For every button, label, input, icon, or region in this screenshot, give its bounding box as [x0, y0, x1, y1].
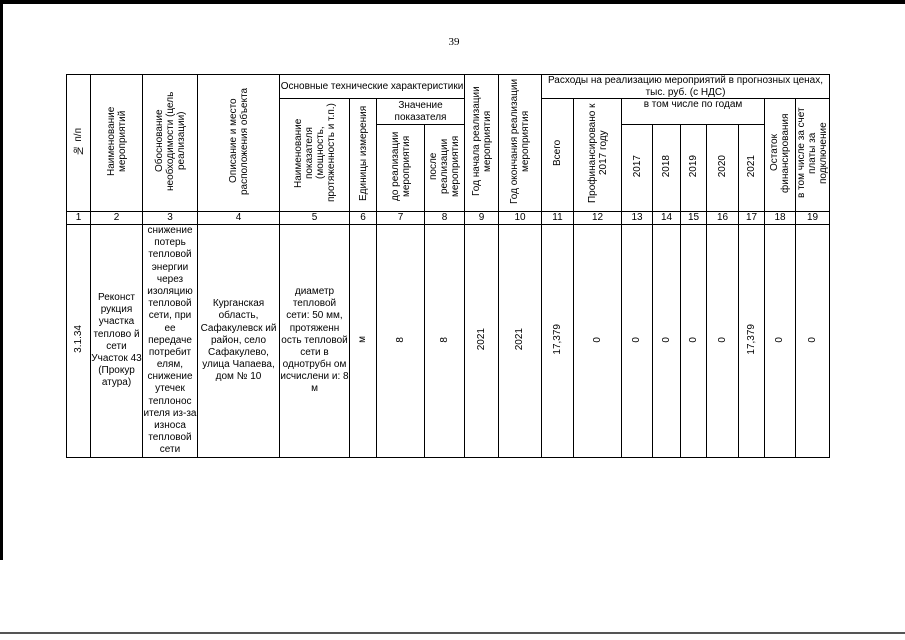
column-number: 12 [574, 212, 622, 225]
table-row [67, 225, 830, 458]
header-years-group: в том числе по годам [622, 99, 765, 125]
header-col10: Год окончания реализации мероприятия [499, 75, 542, 212]
header-col1: № п/п [67, 75, 91, 212]
cell-end-year: 2021 [499, 225, 542, 458]
column-number: 11 [542, 212, 574, 225]
header-col9: Год начала реализации мероприятия [465, 75, 499, 212]
cell-2019: 0 [681, 225, 707, 458]
column-number: 1 [67, 212, 91, 225]
header-year-2019: 2019 [681, 125, 707, 212]
column-number: 5 [280, 212, 350, 225]
scan-bottom-edge [0, 632, 905, 634]
page-number: 39 [448, 36, 460, 48]
column-number: 10 [499, 212, 542, 225]
scan-left-edge [0, 0, 3, 560]
header-year-2018: 2018 [653, 125, 681, 212]
cell-indicator: диаметр тепловой сети: 50 мм, протяженн ость тепловой сети в однотрубн ом исчислени и: 8 м [280, 225, 350, 458]
cell-unit: м [350, 225, 377, 458]
column-number: 18 [765, 212, 796, 225]
cell-financed-2017: 0 [574, 225, 622, 458]
column-number: 6 [350, 212, 377, 225]
cell-total: 17,379 [542, 225, 574, 458]
column-number: 2 [91, 212, 143, 225]
column-number: 7 [377, 212, 425, 225]
column-number: 9 [465, 212, 499, 225]
column-number: 8 [425, 212, 465, 225]
cell-2017: 0 [622, 225, 653, 458]
cell-location: Курганская область, Сафакулевск ий район, село Сафакулево, улица Чапаева, дом № 10 [198, 225, 280, 458]
header-cost-group: Расходы на реализацию мероприятий в прогнозных ценах, тыс. руб. (с НДС) [542, 75, 830, 99]
column-number-row [67, 212, 830, 225]
header-col19: в том числе за счет платы за подключение [796, 99, 830, 212]
header-col12: Профинансировано к 2017 году [574, 99, 622, 212]
header-year-2017: 2017 [622, 125, 653, 212]
column-number: 4 [198, 212, 280, 225]
cell-justification: снижение потерь тепловой энергии через изоляцию тепловой сети, при ее передаче потребит елям, снижение утечек теплонос ителя из-за износа тепловой сети [143, 225, 197, 456]
header-col3: Обоснование необходимости (цель реализации) [143, 75, 198, 212]
header-tech-group: Основные технические характеристики [280, 75, 465, 99]
cell-2020: 0 [707, 225, 739, 458]
header-col6: Единицы измерения [350, 99, 377, 212]
cell-remaining: 0 [765, 225, 796, 458]
cell-before: 8 [377, 225, 425, 458]
cell-2021: 17,379 [739, 225, 765, 458]
column-number: 3 [143, 212, 198, 225]
header-col2: Наименование мероприятий [91, 75, 143, 212]
column-number: 16 [707, 212, 739, 225]
cell-connection-fee: 0 [796, 225, 830, 458]
column-number: 14 [653, 212, 681, 225]
cell-2018: 0 [653, 225, 681, 458]
header-col8: после реализации мероприятия [425, 125, 465, 212]
investment-table [66, 74, 830, 458]
header-col11: Всего [542, 99, 574, 212]
header-year-2021: 2021 [739, 125, 765, 212]
cell-name: Реконст рукция участка теплово й сети Участок 43 (Прокур атура) [91, 225, 143, 458]
scan-top-edge [0, 0, 905, 4]
header-col18: Остаток финансирования [765, 99, 796, 212]
header-value-group: Значение показателя [377, 99, 465, 125]
header-col5: Наименование показателя (мощность, протяженность и т.п.) [280, 99, 350, 212]
cell-start-year: 2021 [465, 225, 499, 458]
cell-after: 8 [425, 225, 465, 458]
header-col4: Описание и место расположения объекта [198, 75, 280, 212]
column-number: 17 [739, 212, 765, 225]
column-number: 15 [681, 212, 707, 225]
cell-number: 3.1.34 [67, 225, 91, 458]
column-number: 19 [796, 212, 830, 225]
header-year-2020: 2020 [707, 125, 739, 212]
header-col7: до реализации мероприятия [377, 125, 425, 212]
column-number: 13 [622, 212, 653, 225]
